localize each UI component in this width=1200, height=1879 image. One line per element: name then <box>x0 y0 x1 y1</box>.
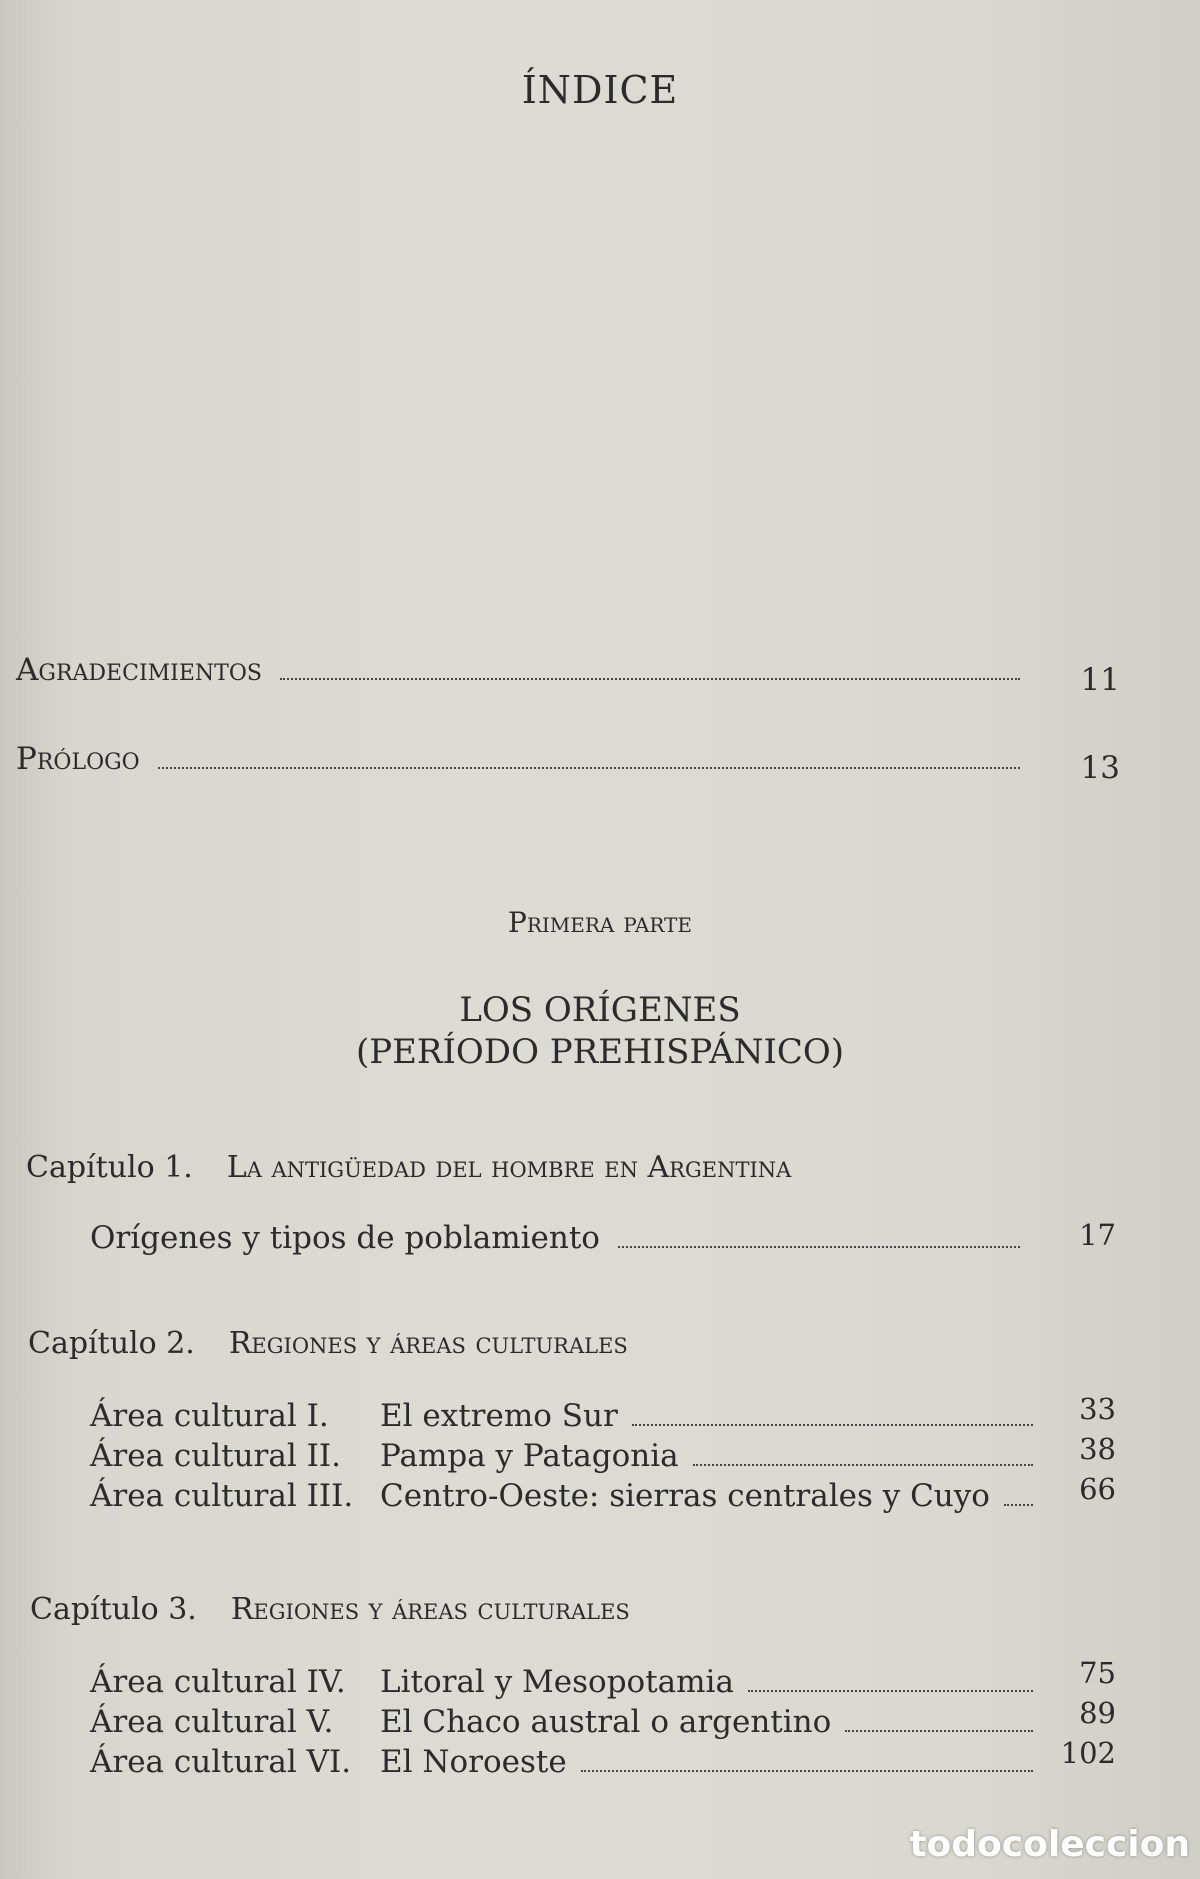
toc-entry <box>380 1742 1033 1780</box>
dot-leader <box>693 1464 1033 1466</box>
toc-entry-label: Litoral y Mesopotamia <box>380 1664 734 1700</box>
part-label: Primera parte <box>508 906 692 939</box>
dot-leader <box>1004 1504 1033 1506</box>
chapter-number: Capítulo 3. <box>30 1592 197 1627</box>
chapter-heading <box>26 1150 791 1185</box>
dot-leader <box>748 1690 1033 1692</box>
toc-entry-page: 102 <box>1060 1736 1116 1770</box>
dot-leader <box>845 1730 1033 1732</box>
part-title-line1: LOS ORÍGENES <box>459 990 741 1030</box>
toc-entry <box>380 1396 1033 1434</box>
area-label: Área cultural V. <box>90 1704 334 1740</box>
area-label: Área cultural I. <box>90 1398 329 1434</box>
toc-entry-prologo <box>16 737 1036 777</box>
watermark-logo: todocoleccion <box>909 1824 1190 1865</box>
chapter-title: Regiones y áreas culturales <box>228 1326 628 1361</box>
dot-leader <box>632 1424 1033 1426</box>
toc-entry-label: Orígenes y tipos de poblamiento <box>90 1220 600 1256</box>
toc-entry <box>380 1662 1033 1700</box>
toc-entry-page: 17 <box>1079 1218 1116 1252</box>
chapter-number: Capítulo 2. <box>28 1326 195 1361</box>
toc-entry-page: 66 <box>1079 1472 1116 1506</box>
toc-entry <box>380 1476 1033 1514</box>
toc-entry-agradecimientos <box>16 648 1036 688</box>
chapter-heading <box>30 1592 630 1627</box>
toc-entry-page: 33 <box>1079 1392 1116 1426</box>
toc-entry-label: Prólogo <box>16 741 140 777</box>
area-label: Área cultural IV. <box>90 1664 346 1700</box>
chapter-title: La antigüedad del hombre en Argentina <box>226 1150 792 1185</box>
chapter-title: Regiones y áreas culturales <box>230 1592 630 1627</box>
dot-leader <box>581 1770 1033 1772</box>
toc-entry-label: Agradecimientos <box>16 652 262 688</box>
dot-leader <box>280 678 1020 680</box>
toc-entry-label: El extremo Sur <box>380 1398 618 1434</box>
chapter-heading <box>28 1326 628 1361</box>
area-label: Área cultural II. <box>90 1438 341 1474</box>
toc-entry-page: 89 <box>1079 1696 1116 1730</box>
toc-entry-page: 11 <box>1080 662 1120 698</box>
toc-entry-label: El Chaco austral o argentino <box>380 1704 832 1740</box>
part-title-line2: (PERÍODO PREHISPÁNICO) <box>355 1032 845 1072</box>
toc-entry <box>90 1216 1036 1256</box>
toc-entry <box>380 1436 1033 1474</box>
toc-entry-label: Pampa y Patagonia <box>380 1438 679 1474</box>
area-label: Área cultural III. <box>90 1478 354 1514</box>
toc-entry-page: 13 <box>1080 750 1120 786</box>
dot-leader <box>618 1246 1020 1248</box>
toc-entry-page: 38 <box>1079 1432 1116 1466</box>
dot-leader <box>158 767 1020 769</box>
area-label: Área cultural VI. <box>90 1744 352 1780</box>
chapter-number: Capítulo 1. <box>26 1150 193 1185</box>
toc-entry-label: El Noroeste <box>380 1744 567 1780</box>
toc-entry <box>380 1702 1033 1740</box>
toc-entry-page: 75 <box>1079 1656 1116 1690</box>
index-title: ÍNDICE <box>521 68 679 112</box>
toc-entry-label: Centro-Oeste: sierras centrales y Cuyo <box>380 1478 990 1514</box>
